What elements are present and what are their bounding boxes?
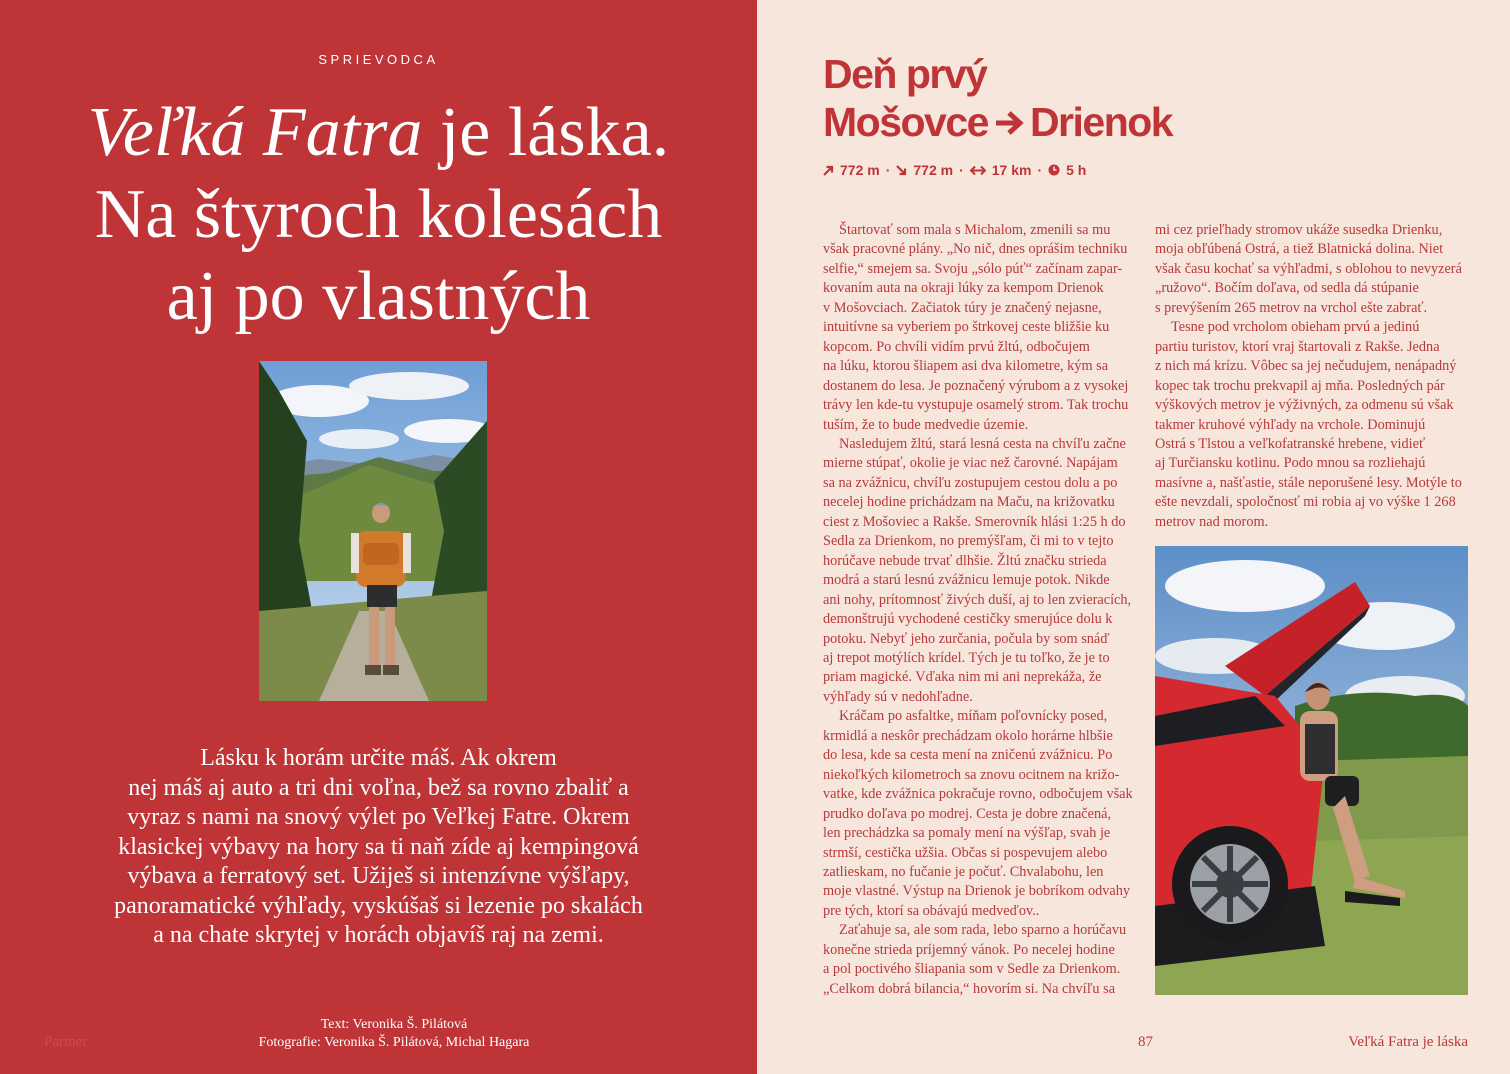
right-arrow-icon (994, 110, 1024, 136)
body-line: „ružovo“. Bočím doľava, od sedla dá stúpanie (1155, 280, 1419, 297)
body-line: demonštrujú vychodené cestičky smerujúce dolu k (823, 611, 1113, 628)
right-page (757, 0, 1510, 1074)
article-title (20, 92, 737, 338)
separator-dot: · (1037, 162, 1043, 178)
body-line: moje vlastné. Výstup na Drienok je bobríkom odvahy (823, 883, 1131, 900)
body-line: do lesa, kde sa cesta mení na zničenú zvážnicu. Po (823, 747, 1113, 764)
ascent-value: 772 m (840, 162, 880, 178)
hiker-photo-image (259, 361, 487, 701)
day-heading-line-1: Deň prvý (823, 51, 987, 97)
body-line: takmer kruhové výhľady na vrchole. Dominujú (1155, 416, 1426, 433)
body-line: horúčave nebude trvať dlhšie. Žltú značku strieda (823, 552, 1107, 569)
body-line: potoku. Nebyť jeho zurčania, počula by som snáď (823, 630, 1110, 647)
text-credit: Text: Veronika Š. Pilátová (320, 1017, 468, 1032)
body-line: metrov nad morom. (1155, 513, 1269, 530)
hiker-photo (259, 361, 487, 701)
body-line: Sedla za Drienkom, no premýšľam, či mi to v tejto (823, 533, 1114, 550)
clock-icon (1048, 164, 1060, 176)
body-line: v Mošovciach. Začiatok túry je značený nejasne, (823, 299, 1102, 316)
day-heading (823, 50, 1172, 146)
route-line (823, 98, 1172, 146)
ascent-icon (823, 165, 834, 176)
credits (200, 1016, 588, 1052)
body-line: z nich má krízu. Vôbec sa jej nečudujem, nenápadný (1155, 358, 1457, 375)
body-line: však času kochať sa výhľadmi, s oblohou to nevyzerá (1155, 260, 1462, 277)
lead-line: a na chate skrytej v horách objavíš raj na zemi. (153, 922, 604, 948)
distance-icon (970, 165, 986, 176)
photo-credit: Fotografie: Veronika Š. Pilátová, Michal Hagara (258, 1035, 530, 1050)
body-line: len prechádzka sa pomaly mení na výšľap, svah je (823, 825, 1111, 842)
body-line: sa na zvážnicu, chvíľu zostupujem cestou dolu a po (823, 474, 1118, 491)
route-from: Mošovce (823, 99, 988, 145)
body-line: pre tých, ktorí sa obávajú medveďov.. (823, 902, 1040, 919)
lead-line: výbava a ferratový set. Užiješ si intenzívne výšľapy, (127, 863, 630, 889)
lead-paragraph (80, 744, 677, 951)
body-line: masívne a, našťastie, stále neporušené lesy. Motýle to (1155, 474, 1462, 491)
body-line: modrá a starú lesnú zvážnicu lemuje potok. Nikde (823, 572, 1110, 589)
title-italic: Veľká Fatra (87, 94, 423, 171)
running-title: Veľká Fatra je láska (1348, 1034, 1468, 1050)
body-line: dostanem do lesa. Je poznačený výrubom a z vysokej (823, 377, 1129, 394)
partner-label: Partner (44, 1034, 88, 1050)
body-line: s prevýšením 265 metrov na vrchol ešte zabrať. (1155, 299, 1428, 316)
body-line: Tesne pod vrcholom obieham prvú a jedinú (1171, 319, 1420, 336)
text-column-2 (1155, 221, 1475, 532)
title-line-3: aj po vlastných (166, 258, 591, 335)
body-line: intuitívne sa vyberiem po štrkovej ceste bližšie ku (823, 319, 1110, 336)
descent-value: 772 m (913, 162, 954, 178)
body-line: partiu turistov, ktorí vraj štartovali z Rakše. Jedna (1155, 338, 1440, 355)
distance-value: 17 km (991, 162, 1032, 178)
body-line: vatke, kde zvážnica pokračuje rovno, odbočujem však (823, 786, 1133, 803)
descent-icon (896, 165, 907, 176)
body-line: priam magické. Vďaka nim mi ani neprekáža, že (823, 669, 1102, 686)
body-line: Zaťahuje sa, ale som rada, lebo sparno a horúčavu (839, 922, 1127, 939)
lead-line: Lásku k horám určite máš. Ak okrem (200, 745, 557, 771)
body-line: moja obľúbená Ostrá, a tiež Blatnická dolina. Niet (1155, 241, 1444, 258)
body-line: krmidlá a neskôr prechádzam okolo horárne hlbšie (823, 727, 1113, 744)
lead-line: vyraz s nami na snový výlet po Veľkej Fatre. Okrem (127, 804, 630, 830)
body-line: mi cez prieľhady stromov ukáže susedka Drienku, (1155, 222, 1443, 238)
time-value: 5 h (1066, 162, 1087, 178)
body-line: prudko doľava po modrej. Cesta je dobre značená, (823, 805, 1112, 822)
body-line: kopcom. Po chvíli vidím prvú žltú, odbočujem (823, 338, 1090, 355)
body-line: ešte nevzdali, spoločnosť mi robia aj vo výške 1 268 (1155, 494, 1456, 511)
title-line-2: Na štyroch kolesách (94, 176, 663, 253)
route-stats (823, 162, 1086, 178)
route-to: Drienok (1029, 99, 1173, 145)
body-line: ani nohy, prítomnosť živých duší, aj to len zvieracích, (823, 591, 1132, 608)
lead-line: panoramatické výhľady, vyskúšaš si lezenie po skalách (114, 892, 643, 919)
body-line: a pol poctivého šliapania som v Sedle za Drienkom. (823, 961, 1121, 978)
body-line: tuším, že to bude medvedie územie. (823, 416, 1029, 433)
body-line: zatlieskam, no fučanie je počuť. Chvalabohu, len (823, 863, 1104, 880)
car-photo (1155, 546, 1468, 995)
text-column-1 (823, 221, 1143, 999)
body-line: aj trepot motýlích krídel. Tých je tu toľko, že je to (823, 649, 1110, 666)
lead-line: klasickej výbavy na hory sa ti naň zíde aj kempingová (118, 833, 639, 860)
body-line: kovaním auta na okraji lúky za kempom Drienok (823, 280, 1104, 297)
body-line: Štartovať som mala s Michalom, zmenili sa mu (839, 222, 1111, 238)
lead-line: nej máš aj auto a tri dni voľna, bež sa rovno zbaliť a (128, 774, 629, 801)
page-number: 87 (1138, 1034, 1153, 1050)
body-line: Ostrá s Tlstou a veľkofatranské hrebene, vidieť (1155, 435, 1426, 452)
title-line-1-rest: je láska. (422, 94, 670, 171)
body-line: konečne strieda príjemný vánok. Po necelej hodine (823, 941, 1115, 958)
body-line: ciest z Mošoviec a Rakše. Smerovník hlási 1:25 h do (823, 513, 1126, 530)
body-line: Nasledujem žltú, stará lesná cesta na chvíľu začne (839, 435, 1126, 452)
body-line: mierne stúpať, okolie je viac než čarovné. Napájam (823, 455, 1118, 472)
body-line: selfie,“ smejem sa. Svoju „sólo púť“ začínam zapar- (823, 260, 1123, 277)
body-line: aj Turčiansku kotlinu. Podo mnou sa rozliehajú (1155, 455, 1426, 472)
separator-dot: · (885, 162, 891, 178)
body-line: strmší, cestička užšia. Občas si pospevujem alebo (823, 844, 1108, 861)
separator-dot: · (959, 162, 964, 178)
body-line: necelej hodine prichádzam na Maču, na križovatku (823, 494, 1115, 511)
title-line-1 (20, 92, 737, 174)
body-line: na lúku, ktorou šliapem asi dva kilometre, kým sa (823, 358, 1109, 375)
body-line: kopec tak trochu prekvapil aj mňa. Posledných pár (1155, 377, 1445, 394)
body-line: „Celkom dobrá bilancia,“ hovorím si. Na chvíľu sa (823, 980, 1116, 997)
body-line: výškových metrov je výživných, za odmenu sú však (1155, 397, 1454, 414)
body-line: Kráčam po asfaltke, míňam poľovnícky posed, (839, 708, 1108, 725)
body-line: však pracovné plány. „No nič, dnes oprášim techniku (823, 241, 1128, 258)
body-line: trávy len kde-tu vystupuje osamelý strom. Tak trochu (823, 397, 1129, 414)
car-photo-image (1155, 546, 1468, 995)
section-kicker: SPRIEVODCA (318, 52, 439, 67)
body-line: niekoľkých kilometroch sa znovu ocitnem na križo- (823, 766, 1120, 783)
body-line: výhľady sú v nedohľadne. (823, 688, 973, 705)
